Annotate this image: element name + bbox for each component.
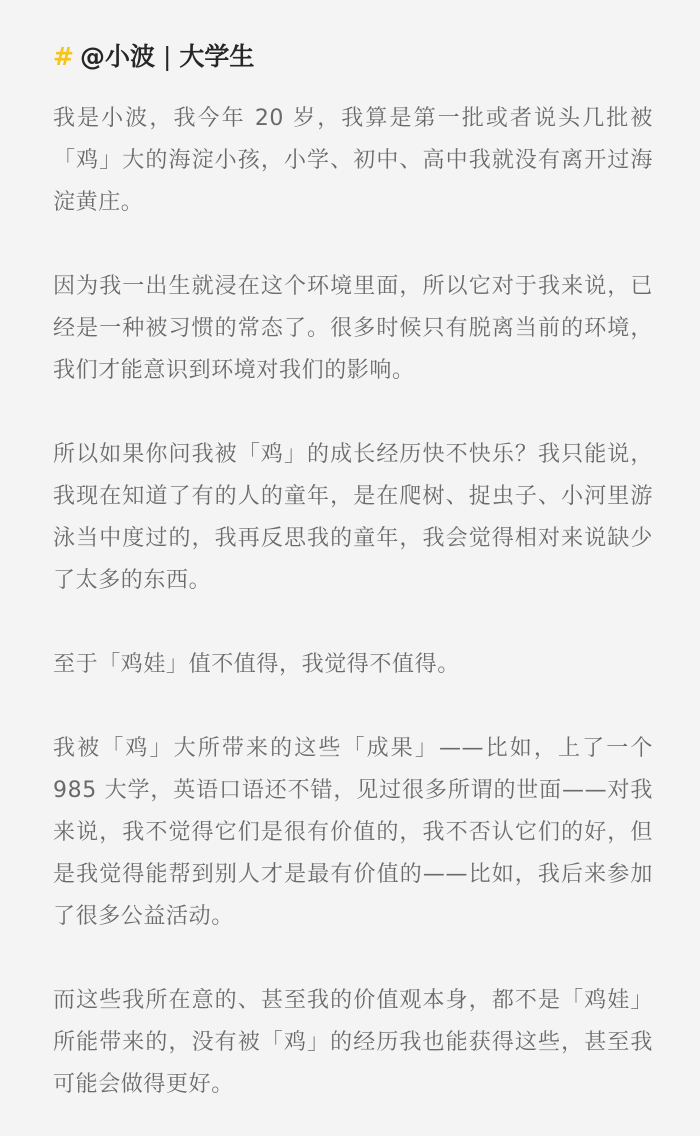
paragraph-3: 所以如果你问我被「鸡」的成长经历快不快乐？我只能说，我现在知道了有的人的童年，是在爬树、捉虫子、小河里游泳当中度过的，我再反思我的童年，我会觉得相对来说缺少了太多的东西。 — [53, 442, 653, 593]
paragraph-2: 因为我一出生就浸在这个环境里面，所以它对于我来说，已经是一种被习惯的常态了。很多时候只有脱离当前的环境，我们才能意识到环境对我们的影响。 — [53, 274, 653, 383]
hash-icon: # — [53, 42, 74, 71]
speaker-tag: 大学生 — [179, 42, 255, 71]
paragraph-5: 我被「鸡」大所带来的这些「成果」——比如，上了一个 985 大学，英语口语还不错，见过很多所谓的世面——对我来说，我不觉得它们是很有价值的，我不否认它们的好，但是我觉得能帮到别人才是最有价值的——比如，我后来参加了很多公益活动。 — [53, 736, 653, 929]
paragraph-4: 至于「鸡娃」值不值得，我觉得不值得。 — [53, 652, 460, 677]
article — [53, 36, 653, 1106]
heading-separator: | — [162, 42, 172, 71]
speaker-handle: @小波 — [79, 42, 155, 71]
paragraph-6: 而这些我所在意的、甚至我的价值观本身，都不是「鸡娃」所能带来的，没有被「鸡」的经历我也能获得这些，甚至我可能会做得更好。 — [53, 988, 653, 1097]
paragraph-1: 我是小波，我今年 20 岁，我算是第一批或者说头几批被「鸡」大的海淀小孩，小学、初中、高中我就没有离开过海淀黄庄。 — [53, 106, 653, 215]
section-heading — [53, 36, 653, 78]
